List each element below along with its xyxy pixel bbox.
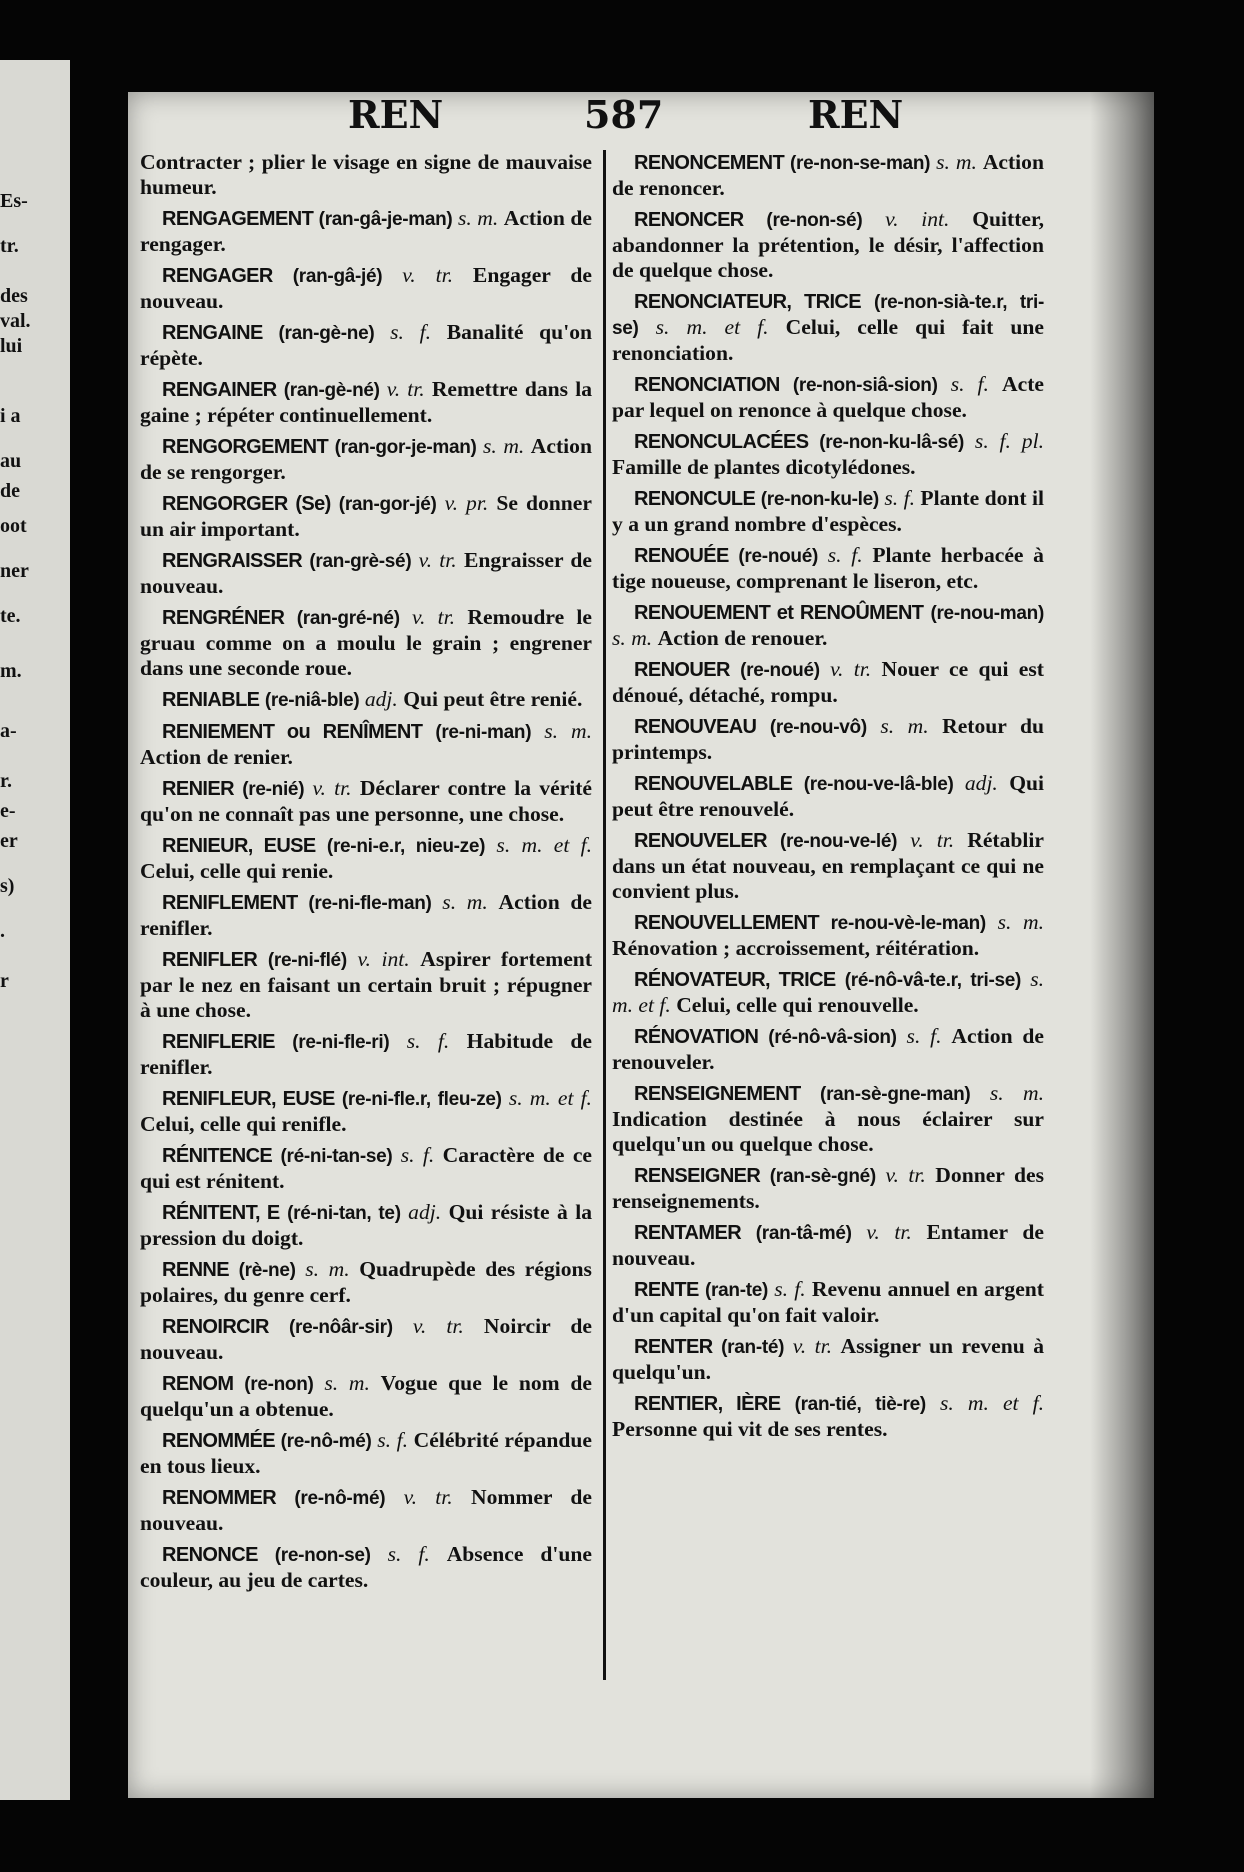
dictionary-entry bbox=[612, 967, 1044, 1018]
entry-pronunciation: (re-ni-fle-ri) bbox=[292, 1032, 390, 1053]
entry-definition: Déclarer contre la vérité qu'on ne connaît pas une personne, une chose. bbox=[140, 776, 593, 826]
entry-definition: Aspirer fortement par le nez en faisant un certain bruit ; répugner à une chose. bbox=[140, 947, 593, 1022]
dictionary-entry bbox=[140, 263, 592, 314]
entry-headword: RÉNITENT, E bbox=[162, 1202, 280, 1224]
entry-definition: Banalité qu'on répète. bbox=[140, 320, 592, 370]
dictionary-entry bbox=[140, 1143, 592, 1194]
left-column bbox=[140, 150, 592, 1599]
entry-grammar: v. tr. bbox=[830, 657, 872, 681]
entry-pronunciation: (ré-ni-tan, te) bbox=[287, 1203, 401, 1224]
entry-grammar: v. tr. bbox=[412, 605, 456, 629]
entry-grammar: s. m. et f. bbox=[655, 315, 769, 339]
dictionary-entry bbox=[612, 771, 1044, 822]
entry-grammar: s. m. bbox=[544, 719, 592, 743]
entry-headword: RENONCULE bbox=[634, 488, 756, 510]
entry-definition: Nommer de nouveau. bbox=[140, 1485, 592, 1535]
entry-pronunciation: (re-non-se-man) bbox=[790, 153, 931, 174]
entry-grammar: s. m. et f. bbox=[939, 1391, 1045, 1415]
dictionary-entry bbox=[612, 714, 1044, 765]
previous-page-text-fragment: val. bbox=[0, 310, 31, 332]
entry-definition: Plante herbacée à tige noueuse, comprenant le liseron, etc. bbox=[612, 543, 1044, 593]
dictionary-entry bbox=[140, 833, 592, 884]
previous-page-text-fragment: er bbox=[0, 830, 18, 852]
entry-definition: Se donner un air important. bbox=[140, 491, 592, 541]
entry-grammar: s. f. bbox=[377, 1428, 409, 1452]
entry-headword: RENIER bbox=[162, 778, 234, 800]
previous-page-edge bbox=[0, 60, 70, 1800]
dictionary-entry bbox=[140, 605, 592, 681]
dictionary-entry bbox=[140, 1257, 592, 1308]
page-number: 587 bbox=[584, 92, 664, 137]
dictionary-entry bbox=[612, 150, 1044, 201]
entry-definition: Indication destinée à nous éclairer sur quelqu'un ou quelque chose. bbox=[612, 1107, 1044, 1156]
entry-grammar: s. m. et f. bbox=[612, 967, 1044, 1017]
entry-headword: RENOMMER bbox=[162, 1487, 277, 1509]
previous-page-text-fragment: au bbox=[0, 450, 22, 472]
entry-pronunciation: (re-niâ-ble) bbox=[264, 690, 360, 711]
entry-definition: Noircir de nouveau. bbox=[140, 1314, 592, 1364]
entry-pronunciation: (ran-sè-gne-man) bbox=[820, 1084, 971, 1105]
entry-headword: RENGORGER (Se) bbox=[162, 493, 331, 515]
entry-grammar: v. int. bbox=[885, 207, 950, 231]
dictionary-entry bbox=[612, 486, 1044, 537]
dictionary-entry bbox=[140, 1029, 592, 1080]
entry-definition: Rétablir dans un état nouveau, en remplaçant ce qui ne convient plus. bbox=[612, 828, 1044, 903]
dictionary-entry bbox=[612, 1024, 1044, 1075]
previous-page-text-fragment: de bbox=[0, 480, 20, 502]
previous-page-text-fragment: r bbox=[0, 970, 9, 992]
entry-pronunciation: (re-non-se) bbox=[274, 1545, 371, 1566]
entry-pronunciation: (ran-te) bbox=[705, 1280, 769, 1301]
dictionary-entry bbox=[612, 828, 1044, 904]
dictionary-entry bbox=[140, 776, 592, 827]
previous-page-text-fragment: ner bbox=[0, 560, 29, 582]
entry-grammar: adj. bbox=[408, 1200, 442, 1224]
entry-grammar: v. tr. bbox=[910, 828, 955, 852]
entry-pronunciation: (ran-gor-je-man) bbox=[334, 437, 477, 458]
entry-headword: RENONCIATEUR, TRICE bbox=[634, 291, 861, 313]
entry-definition: Celui, celle qui renie. bbox=[140, 859, 334, 883]
entry-definition: Assigner un revenu à quelqu'un. bbox=[612, 1334, 1045, 1384]
entry-definition: Engager de nouveau. bbox=[140, 263, 593, 313]
entry-pronunciation: (ran-té) bbox=[721, 1337, 785, 1358]
entry-headword: RENOUVELLEMENT bbox=[634, 912, 819, 934]
dictionary-entry bbox=[140, 947, 592, 1023]
entry-grammar: v. tr. bbox=[402, 263, 453, 287]
entry-grammar: v. tr. bbox=[418, 548, 457, 572]
dictionary-entry bbox=[140, 687, 592, 713]
entry-headword: RENIABLE bbox=[162, 689, 260, 711]
entry-definition: Action de renifler. bbox=[140, 890, 593, 940]
entry-grammar: s. m. bbox=[997, 910, 1044, 934]
entry-grammar: s. f. bbox=[406, 1029, 450, 1053]
entry-pronunciation: (re-nou-vô) bbox=[769, 717, 867, 738]
entry-definition: Celui, celle qui fait une renonciation. bbox=[612, 315, 1044, 365]
entry-definition: Quadrupède des régions polaires, du genre cerf. bbox=[140, 1257, 592, 1307]
entry-grammar: s. f. bbox=[906, 1024, 942, 1048]
page-shadow bbox=[1090, 92, 1154, 1798]
entry-pronunciation: (re-non-sé) bbox=[766, 210, 863, 231]
entry-definition: Célébrité répandue en tous lieux. bbox=[140, 1428, 592, 1478]
entry-definition: Quitter, abandonner la prétention, le désir, l'affection de quelque chose. bbox=[612, 207, 1044, 282]
previous-page-text-fragment: a- bbox=[0, 720, 17, 742]
entry-pronunciation: (ran-tié, tiè-re) bbox=[794, 1394, 926, 1415]
entry-definition: Celui, celle qui renouvelle. bbox=[676, 993, 919, 1017]
entry-pronunciation: (ran-sè-gné) bbox=[769, 1166, 876, 1187]
entry-grammar: v. int. bbox=[357, 947, 410, 971]
dictionary-entry bbox=[140, 434, 592, 485]
entry-pronunciation: (ran-gâ-jé) bbox=[292, 266, 383, 287]
entry-pronunciation: (re-ni-man) bbox=[435, 722, 532, 743]
dictionary-entry bbox=[612, 1334, 1044, 1385]
previous-page-text-fragment: . bbox=[0, 920, 5, 942]
entry-definition: Famille de plantes dicotylédones. bbox=[612, 455, 916, 479]
dictionary-entry bbox=[612, 1220, 1044, 1271]
entry-grammar: s. m. bbox=[612, 626, 653, 650]
dictionary-entry bbox=[140, 150, 592, 200]
dictionary-entry bbox=[612, 429, 1044, 480]
entry-pronunciation: (re-non-siâ-sion) bbox=[792, 375, 938, 396]
entry-pronunciation: (ré-nô-vâ-te.r, tri-se) bbox=[844, 970, 1022, 991]
previous-page-text-fragment: te. bbox=[0, 605, 21, 627]
previous-page-text-fragment: r. bbox=[0, 770, 13, 792]
entry-definition: Remoudre le gruau comme on a moulu le grain ; engrener dans une seconde roue. bbox=[140, 605, 593, 680]
entry-headword: RENOUER bbox=[634, 659, 730, 681]
entry-headword: RENNE bbox=[162, 1259, 230, 1281]
entry-grammar: v. tr. bbox=[792, 1334, 833, 1358]
dictionary-entry bbox=[140, 890, 592, 941]
entry-headword: RENGRÉNER bbox=[162, 607, 285, 629]
entry-pronunciation: (re-ni-e.r, nieu-ze) bbox=[326, 836, 486, 857]
dictionary-entry bbox=[612, 657, 1044, 708]
dictionary-entry bbox=[140, 491, 592, 542]
entry-headword: RENIEMENT ou RENÎMENT bbox=[162, 721, 423, 743]
entry-definition: Action de renouer. bbox=[657, 626, 828, 650]
entry-headword: RENOUEMENT et RENOÛMENT bbox=[634, 602, 924, 624]
entry-headword: RENONCEMENT bbox=[634, 152, 785, 174]
entry-pronunciation: (ran-gâ-je-man) bbox=[318, 209, 453, 230]
entry-pronunciation: (rè-ne) bbox=[238, 1260, 296, 1281]
entry-definition: Celui, celle qui renifle. bbox=[140, 1112, 347, 1136]
entry-grammar: s. f. bbox=[884, 486, 915, 510]
dictionary-entry bbox=[612, 1391, 1044, 1442]
dictionary-entry bbox=[612, 207, 1044, 283]
right-column bbox=[612, 150, 1044, 1448]
entry-definition: Entamer de nouveau. bbox=[612, 1220, 1044, 1270]
previous-page-text-fragment: lui bbox=[0, 335, 23, 357]
column-divider bbox=[603, 150, 606, 1680]
entry-pronunciation: (re-noué) bbox=[740, 660, 820, 681]
dictionary-entry bbox=[140, 1371, 592, 1422]
previous-page-text-fragment: tr. bbox=[0, 235, 19, 257]
entry-grammar: s. f. pl. bbox=[974, 429, 1044, 453]
entry-headword: RENGAINE bbox=[162, 322, 263, 344]
entry-pronunciation: (re-nié) bbox=[242, 779, 305, 800]
entry-headword: RENTE bbox=[634, 1279, 699, 1301]
entry-pronunciation: (re-nôâr-sir) bbox=[288, 1317, 393, 1338]
entry-grammar: s. m. bbox=[483, 434, 525, 458]
entry-headword: RENONCER bbox=[634, 209, 744, 231]
entry-pronunciation: (re-ni-fle-man) bbox=[308, 893, 432, 914]
entry-pronunciation: (ran-gè-ne) bbox=[278, 323, 375, 344]
entry-definition: Retour du printemps. bbox=[612, 714, 1044, 764]
entry-definition: Action de renier. bbox=[140, 745, 293, 769]
entry-definition: Contracter ; plier le visage en signe de mauvaise humeur. bbox=[140, 150, 592, 199]
entry-headword: RENGORGEMENT bbox=[162, 436, 329, 458]
entry-grammar: v. tr. bbox=[312, 776, 352, 800]
entry-grammar: s. m. bbox=[442, 890, 488, 914]
dictionary-entry bbox=[612, 600, 1044, 651]
entry-definition: Revenu annuel en argent d'un capital qu'on fait valoir. bbox=[612, 1277, 1044, 1327]
entry-definition: Qui peut être renié. bbox=[403, 687, 583, 711]
entry-definition: Habitude de renifler. bbox=[140, 1029, 593, 1079]
entry-grammar: s. f. bbox=[390, 320, 431, 344]
entry-headword: RENTER bbox=[634, 1336, 713, 1358]
entry-headword: RENONCE bbox=[162, 1544, 258, 1566]
entry-pronunciation: (re-nou-ve-lé) bbox=[780, 831, 898, 852]
entry-headword: RENIFLERIE bbox=[162, 1031, 275, 1053]
entry-grammar: s. m. bbox=[936, 150, 977, 174]
previous-page-text-fragment: i a bbox=[0, 405, 21, 427]
entry-definition: Plante dont il y a un grand nombre d'espèces. bbox=[612, 486, 1045, 536]
entry-definition: Nouer ce qui est dénoué, détaché, rompu. bbox=[612, 657, 1044, 707]
entry-pronunciation: (ran-gè-né) bbox=[283, 380, 380, 401]
entry-headword: RÉNITENCE bbox=[162, 1145, 273, 1167]
dictionary-entry bbox=[140, 320, 592, 371]
entry-grammar: s. m. bbox=[457, 206, 499, 230]
dictionary-entry bbox=[140, 719, 592, 770]
entry-headword: RENTAMER bbox=[634, 1222, 742, 1244]
entry-headword: RENONCULACÉES bbox=[634, 431, 809, 453]
entry-pronunciation: (re-non-ku-le) bbox=[760, 489, 879, 510]
entry-definition: Qui résiste à la pression du doigt. bbox=[140, 1200, 592, 1250]
entry-pronunciation: (re-nou-man) bbox=[930, 603, 1044, 624]
entry-pronunciation: (re-noué) bbox=[738, 546, 819, 567]
entry-grammar: adj. bbox=[364, 687, 398, 711]
dictionary-entry bbox=[612, 543, 1044, 594]
entry-headword: RÉNOVATEUR, TRICE bbox=[634, 969, 836, 991]
entry-headword: RENTIER, IÈRE bbox=[634, 1393, 781, 1415]
dictionary-entry bbox=[140, 1428, 592, 1479]
entry-pronunciation: (re-non-ku-lâ-sé) bbox=[819, 432, 965, 453]
entry-pronunciation: (ran-gor-jé) bbox=[338, 494, 437, 515]
entry-headword: RENONCIATION bbox=[634, 374, 780, 396]
entry-headword: RENGAINER bbox=[162, 379, 277, 401]
entry-grammar: s. m. bbox=[305, 1257, 350, 1281]
entry-grammar: v. tr. bbox=[412, 1314, 464, 1338]
entry-definition: Action de rengager. bbox=[140, 206, 592, 256]
dictionary-entry bbox=[140, 548, 592, 599]
entry-headword: RENSEIGNER bbox=[634, 1165, 761, 1187]
entry-definition: Rénovation ; accroissement, réitération. bbox=[612, 936, 980, 960]
entry-headword: RENOUVELER bbox=[634, 830, 767, 852]
entry-pronunciation: (ré-ni-tan-se) bbox=[280, 1146, 393, 1167]
entry-headword: RÉNOVATION bbox=[634, 1026, 759, 1048]
entry-headword: RENIEUR, EUSE bbox=[162, 835, 316, 857]
entry-headword: RENSEIGNEMENT bbox=[634, 1083, 801, 1105]
entry-grammar: v. tr. bbox=[403, 1485, 453, 1509]
running-head-right: REN bbox=[808, 92, 904, 137]
entry-grammar: v. pr. bbox=[444, 491, 489, 515]
previous-page-text-fragment: s) bbox=[0, 875, 15, 897]
dictionary-entry bbox=[612, 289, 1044, 366]
entry-headword: RENOUÉE bbox=[634, 545, 729, 567]
dictionary-entry bbox=[140, 1542, 592, 1593]
entry-pronunciation: (re-ni-fle.r, fleu-ze) bbox=[341, 1089, 502, 1110]
previous-page-text-fragment: e- bbox=[0, 800, 16, 822]
entry-definition: Vogue que le nom de quelqu'un a obtenue. bbox=[140, 1371, 592, 1421]
entry-grammar: s. m. bbox=[989, 1081, 1044, 1105]
entry-grammar: s. f. bbox=[950, 372, 989, 396]
entry-headword: RENOM bbox=[162, 1373, 234, 1395]
entry-pronunciation: (ran-tâ-mé) bbox=[755, 1223, 852, 1244]
entry-headword: RENOUVEAU bbox=[634, 716, 757, 738]
dictionary-entry bbox=[140, 1086, 592, 1137]
entry-pronunciation: (re-ni-flé) bbox=[267, 950, 347, 971]
entry-definition: Remettre dans la gaine ; répéter continuellement. bbox=[140, 377, 592, 427]
entry-grammar: v. tr. bbox=[885, 1163, 926, 1187]
dictionary-entry bbox=[612, 910, 1044, 961]
entry-definition: Absence d'une couleur, au jeu de cartes. bbox=[140, 1542, 592, 1592]
entry-grammar: s. m. bbox=[880, 714, 929, 738]
dictionary-entry bbox=[140, 1314, 592, 1365]
dictionary-entry bbox=[612, 1163, 1044, 1214]
dictionary-entry bbox=[612, 372, 1044, 423]
entry-definition: Donner des renseignements. bbox=[612, 1163, 1044, 1213]
entry-pronunciation: (re-nou-ve-lâ-ble) bbox=[803, 774, 954, 795]
entry-headword: RENGAGEMENT bbox=[162, 208, 314, 230]
entry-headword: RENOIRCIR bbox=[162, 1316, 269, 1338]
entry-definition: Caractère de ce qui est rénitent. bbox=[140, 1143, 592, 1193]
dictionary-entry bbox=[140, 1200, 592, 1251]
entry-grammar: s. f. bbox=[827, 543, 863, 567]
entry-headword: RENIFLEUR, EUSE bbox=[162, 1088, 335, 1110]
entry-grammar: v. tr. bbox=[386, 377, 425, 401]
previous-page-text-fragment: des bbox=[0, 285, 28, 307]
entry-definition: Acte par lequel on renonce à quelque chose. bbox=[612, 372, 1044, 422]
dictionary-entry bbox=[612, 1277, 1044, 1328]
entry-grammar: s. f. bbox=[400, 1143, 435, 1167]
entry-pronunciation: (ré-nô-vâ-sion) bbox=[768, 1027, 897, 1048]
entry-pronunciation: re-nou-vè-le-man) bbox=[830, 913, 986, 934]
entry-headword: RENGAGER bbox=[162, 265, 273, 287]
entry-pronunciation: (re-nô-mé) bbox=[280, 1431, 372, 1452]
dictionary-entry bbox=[612, 1081, 1044, 1157]
entry-pronunciation: (re-non) bbox=[244, 1374, 314, 1395]
entry-grammar: s. f. bbox=[774, 1277, 806, 1301]
previous-page-text-fragment: Es- bbox=[0, 190, 28, 212]
entry-definition: Personne qui vit de ses rentes. bbox=[612, 1417, 888, 1441]
previous-page-text-fragment: m. bbox=[0, 660, 22, 682]
entry-grammar: adj. bbox=[964, 771, 998, 795]
entry-pronunciation: (ran-gré-né) bbox=[296, 608, 400, 629]
entry-pronunciation: (ran-grè-sé) bbox=[309, 551, 412, 572]
dictionary-entry bbox=[140, 377, 592, 428]
entry-headword: RENIFLEMENT bbox=[162, 892, 298, 914]
dictionary-entry bbox=[140, 1485, 592, 1536]
entry-grammar: v. tr. bbox=[866, 1220, 912, 1244]
entry-definition: Qui peut être renouvelé. bbox=[612, 771, 1044, 821]
entry-headword: RENOUVELABLE bbox=[634, 773, 793, 795]
entry-headword: RENGRAISSER bbox=[162, 550, 303, 572]
dictionary-entry bbox=[140, 206, 592, 257]
entry-definition: Action de renouveler. bbox=[612, 1024, 1044, 1074]
entry-grammar: s. m. et f. bbox=[496, 833, 592, 857]
entry-definition: Action de renoncer. bbox=[612, 150, 1044, 200]
entry-definition: Engraisser de nouveau. bbox=[140, 548, 593, 598]
entry-pronunciation: (re-non-sià-te.r, tri-se) bbox=[612, 292, 1044, 339]
entry-grammar: s. m. et f. bbox=[508, 1086, 592, 1110]
entry-headword: RENIFLER bbox=[162, 949, 258, 971]
entry-grammar: s. f. bbox=[387, 1542, 430, 1566]
running-head-left: REN bbox=[348, 92, 444, 137]
entry-pronunciation: (re-nô-mé) bbox=[294, 1488, 386, 1509]
entry-grammar: s. m. bbox=[324, 1371, 370, 1395]
previous-page-text-fragment: oot bbox=[0, 515, 27, 537]
entry-headword: RENOMMÉE bbox=[162, 1430, 275, 1452]
entry-definition: Action de se rengorger. bbox=[140, 434, 592, 484]
